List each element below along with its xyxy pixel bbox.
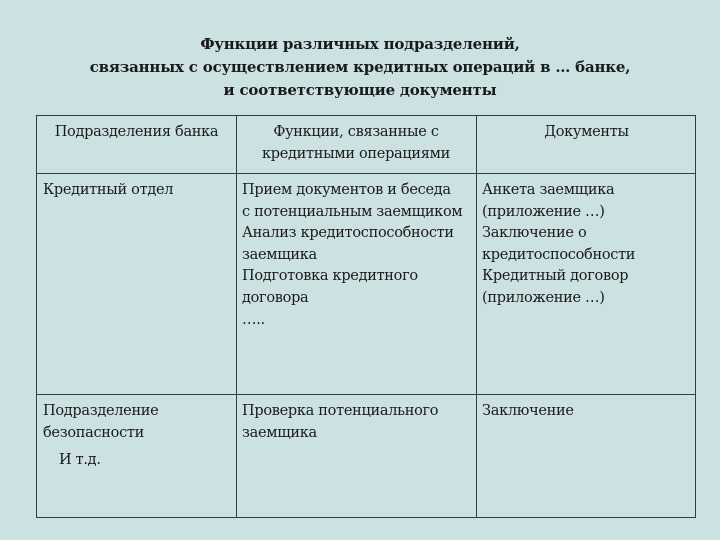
header-cell-documents	[476, 122, 697, 144]
functions-table	[36, 115, 696, 518]
function-line: Прием документов и беседа	[242, 182, 451, 198]
header-functions-line-1: Функции, связанные с	[273, 124, 439, 140]
function-line: заемщика	[242, 424, 317, 441]
function-line: договора	[242, 289, 309, 306]
document-line: Анкета заемщика	[482, 182, 615, 198]
header-units-label: Подразделения банка	[54, 124, 219, 140]
title-line-2: связанных с осуществлением кредитных операций в … банке,	[89, 58, 631, 76]
row-divider-1	[37, 394, 695, 395]
table-row-1-documents	[482, 180, 635, 310]
header-cell-units	[37, 122, 236, 144]
document-line: (приложение …)	[482, 289, 605, 306]
function-line: с потенциальным заемщиком	[242, 203, 463, 220]
unit-label-line: Подразделение	[43, 403, 159, 419]
function-line: заемщика	[242, 246, 317, 263]
function-line: Проверка потенциального	[242, 403, 439, 419]
header-row-divider	[37, 173, 695, 174]
title-line-1: Функции различных подразделений,	[200, 35, 520, 53]
etc-label: И т.д.	[59, 452, 101, 469]
header-functions-line-2: кредитными операциями	[262, 145, 450, 162]
document-line: Заключение	[482, 403, 574, 419]
document-line: Заключение о	[482, 225, 587, 242]
unit-label-line: безопасности	[43, 424, 144, 441]
document-line: кредитоспособности	[482, 246, 636, 263]
table-row-2-documents	[482, 401, 574, 423]
function-line: Анализ кредитоспособности	[242, 225, 454, 242]
table-row-1-functions	[242, 180, 462, 331]
function-line: …..	[242, 311, 265, 328]
column-divider-2	[476, 116, 477, 517]
title-line-3: и соответствующие документы	[223, 81, 497, 99]
header-cell-functions	[236, 122, 476, 165]
document-line: (приложение …)	[482, 203, 605, 220]
table-row-1-unit	[43, 180, 173, 202]
function-line: Подготовка кредитного	[242, 268, 418, 285]
unit-label: Кредитный отдел	[43, 182, 174, 198]
document-line: Кредитный договор	[482, 268, 629, 285]
table-row-2-functions	[242, 401, 438, 444]
table-row-2-unit	[43, 401, 158, 472]
header-documents-label: Документы	[544, 124, 629, 140]
column-divider-1	[236, 116, 237, 517]
page-title	[0, 33, 720, 102]
